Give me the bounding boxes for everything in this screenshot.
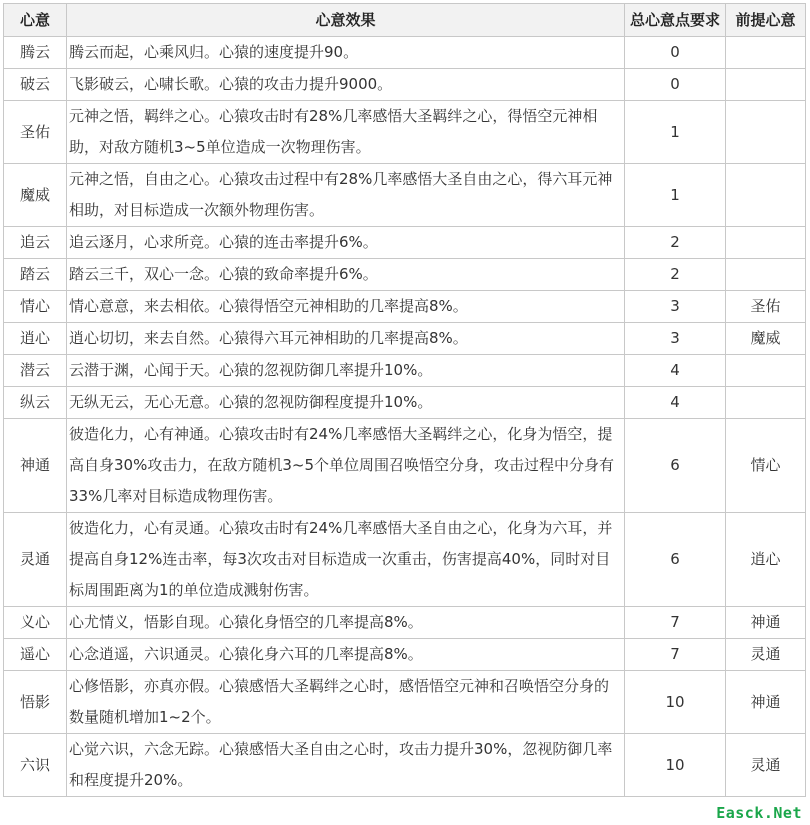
cell-prereq: 圣佑 [726,291,806,323]
cell-points: 6 [625,419,726,513]
cell-name: 圣佑 [4,101,67,164]
cell-points: 7 [625,607,726,639]
cell-prereq [726,355,806,387]
cell-effect: 彼造化力，心有神通。心猿攻击时有24%几率感悟大圣羁绊之心，化身为悟空，提高自身30%攻击力，在敌方随机3~5个单位周围召唤悟空分身，攻击过程中分身有33%几率对目标造成物理伤害。 [67,419,625,513]
cell-prereq: 魔威 [726,323,806,355]
cell-effect: 心修悟影，亦真亦假。心猿感悟大圣羁绊之心时，感悟悟空元神和召唤悟空分身的数量随机增加1~2个。 [67,671,625,734]
table-row [4,387,806,419]
cell-effect: 云潜于渊，心闻于天。心猿的忽视防御几率提升10%。 [67,355,625,387]
cell-points: 3 [625,323,726,355]
site-watermark: Easck.Net [712,803,806,823]
table-row [4,37,806,69]
cell-effect: 元神之悟，自由之心。心猿攻击过程中有28%几率感悟大圣自由之心，得六耳元神相助，对目标造成一次额外物理伤害。 [67,164,625,227]
cell-name: 遥心 [4,639,67,671]
cell-points: 0 [625,37,726,69]
cell-prereq [726,37,806,69]
cell-name: 义心 [4,607,67,639]
cell-name: 六识 [4,734,67,797]
cell-points: 2 [625,259,726,291]
table-row [4,323,806,355]
table-row [4,734,806,797]
cell-effect: 元神之悟，羁绊之心。心猿攻击时有28%几率感悟大圣羁绊之心，得悟空元神相助，对敌方随机3~5单位造成一次物理伤害。 [67,101,625,164]
table-row [4,607,806,639]
cell-prereq: 逍心 [726,513,806,607]
table-row [4,419,806,513]
table-row [4,69,806,101]
cell-points: 6 [625,513,726,607]
cell-name: 神通 [4,419,67,513]
cell-points: 4 [625,387,726,419]
cell-points: 7 [625,639,726,671]
table-header-row [4,4,806,37]
cell-effect: 情心意意，来去相依。心猿得悟空元神相助的几率提高8%。 [67,291,625,323]
cell-effect: 逍心切切，来去自然。心猿得六耳元神相助的几率提高8%。 [67,323,625,355]
table-row [4,101,806,164]
cell-prereq [726,69,806,101]
cell-name: 逍心 [4,323,67,355]
cell-name: 纵云 [4,387,67,419]
cell-effect: 追云逐月，心求所竞。心猿的连击率提升6%。 [67,227,625,259]
cell-points: 1 [625,101,726,164]
cell-name: 魔威 [4,164,67,227]
table-row [4,259,806,291]
cell-name: 腾云 [4,37,67,69]
cell-points: 3 [625,291,726,323]
cell-prereq [726,259,806,291]
table-row [4,355,806,387]
header-effect: 心意效果 [67,4,625,37]
cell-prereq [726,164,806,227]
cell-effect: 腾云而起，心乘风归。心猿的速度提升90。 [67,37,625,69]
cell-prereq: 神通 [726,671,806,734]
cell-name: 潜云 [4,355,67,387]
header-prereq: 前提心意 [726,4,806,37]
table-body [4,37,806,797]
cell-name: 灵通 [4,513,67,607]
cell-name: 情心 [4,291,67,323]
cell-points: 10 [625,671,726,734]
table-row [4,513,806,607]
cell-points: 0 [625,69,726,101]
cell-effect: 心尤情义，悟影自现。心猿化身悟空的几率提高8%。 [67,607,625,639]
cell-prereq: 灵通 [726,734,806,797]
cell-prereq: 神通 [726,607,806,639]
cell-name: 追云 [4,227,67,259]
cell-effect: 无纵无云，无心无意。心猿的忽视防御程度提升10%。 [67,387,625,419]
cell-effect: 心念逍遥，六识通灵。心猿化身六耳的几率提高8%。 [67,639,625,671]
table-row [4,639,806,671]
cell-effect: 彼造化力，心有灵通。心猿攻击时有24%几率感悟大圣自由之心，化身为六耳，并提高自身12%连击率，每3次攻击对目标造成一次重击，伤害提高40%，同时对目标周围距离为1的单位造成溅射伤害。 [67,513,625,607]
cell-name: 悟影 [4,671,67,734]
cell-prereq [726,227,806,259]
table-row [4,227,806,259]
cell-points: 2 [625,227,726,259]
cell-prereq: 灵通 [726,639,806,671]
cell-points: 10 [625,734,726,797]
cell-effect: 心觉六识，六念无踪。心猿感悟大圣自由之心时，攻击力提升30%，忽视防御几率和程度提升20%。 [67,734,625,797]
cell-points: 1 [625,164,726,227]
table-row [4,291,806,323]
cell-prereq [726,387,806,419]
cell-prereq: 情心 [726,419,806,513]
header-name: 心意 [4,4,67,37]
cell-effect: 飞影破云，心啸长歌。心猿的攻击力提升9000。 [67,69,625,101]
cell-effect: 踏云三千，双心一念。心猿的致命率提升6%。 [67,259,625,291]
header-points: 总心意点要求 [625,4,726,37]
table-row [4,164,806,227]
heart-intent-table [3,3,806,797]
cell-name: 破云 [4,69,67,101]
cell-points: 4 [625,355,726,387]
cell-prereq [726,101,806,164]
cell-name: 踏云 [4,259,67,291]
table-row [4,671,806,734]
